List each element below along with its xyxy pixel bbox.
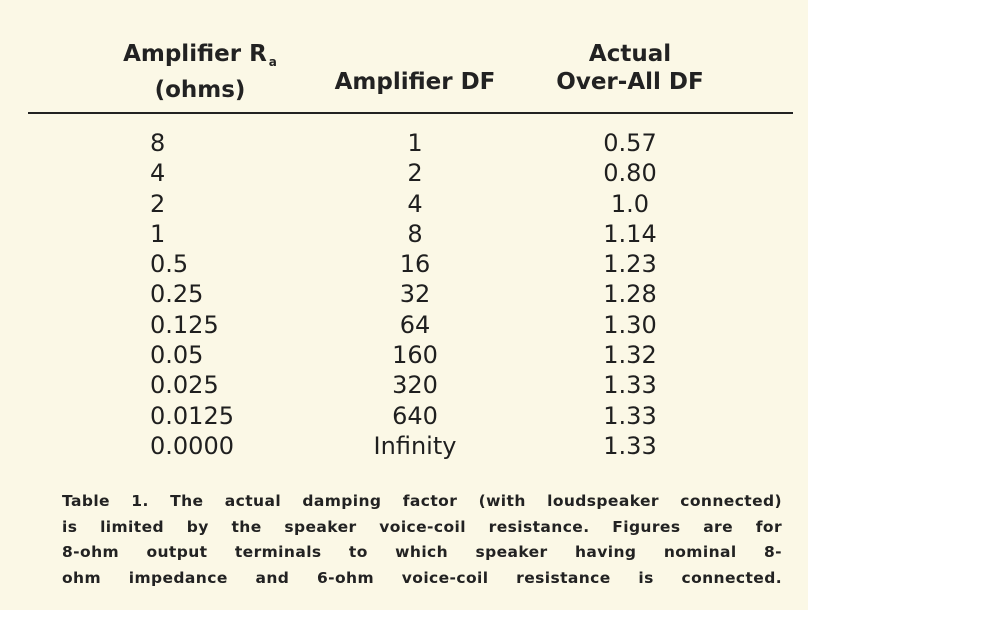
cell-df: 640 bbox=[392, 401, 438, 430]
cell-ra: 0.0125 bbox=[150, 401, 234, 430]
header-actual-overall-df-line1: Actual bbox=[588, 41, 672, 67]
header-amplifier-ra bbox=[100, 40, 300, 104]
cell-df: 320 bbox=[392, 371, 438, 400]
cell-ra: 2 bbox=[150, 189, 166, 218]
table-header bbox=[0, 38, 808, 110]
header-rule bbox=[28, 112, 793, 114]
cell-df: Infinity bbox=[373, 431, 457, 460]
header-amplifier-ra-unit: (ohms) bbox=[154, 77, 246, 103]
cell-ra: 1 bbox=[150, 219, 166, 248]
caption-line: 8-ohm output terminals to which speaker having nominal 8- bbox=[62, 543, 782, 561]
cell-overall-df: 1.0 bbox=[610, 189, 650, 218]
cell-ra: 8 bbox=[150, 129, 166, 157]
cell-df: 64 bbox=[399, 310, 431, 339]
header-amplifier-df: Amplifier DF bbox=[334, 69, 496, 95]
cell-overall-df: 1.33 bbox=[603, 431, 657, 460]
cell-ra: 0.25 bbox=[150, 280, 204, 309]
header-amplifier-ra-line1 bbox=[100, 40, 300, 76]
header-actual-overall-df-line2: Over-All DF bbox=[556, 69, 704, 95]
table-caption bbox=[62, 489, 782, 591]
cell-ra: 4 bbox=[150, 159, 166, 188]
cell-overall-df: 1.33 bbox=[603, 401, 657, 430]
table-row bbox=[0, 279, 808, 309]
cell-overall-df: 1.23 bbox=[603, 250, 657, 279]
caption-line: is limited by the speaker voice-coil resistance. Figures are for bbox=[62, 517, 782, 536]
cell-df: 8 bbox=[407, 219, 423, 248]
cell-df: 160 bbox=[392, 341, 438, 370]
table-row bbox=[0, 128, 808, 158]
cell-overall-df: 0.80 bbox=[603, 159, 657, 188]
cell-df: 4 bbox=[407, 189, 423, 218]
caption-line: Table 1. The actual damping factor (with loudspeaker connected) bbox=[62, 492, 782, 510]
cell-overall-df: 1.32 bbox=[603, 341, 657, 370]
table-body bbox=[0, 128, 808, 461]
table-row bbox=[0, 340, 808, 370]
table-row bbox=[0, 431, 808, 461]
table-row bbox=[0, 249, 808, 279]
cell-ra: 0.025 bbox=[150, 371, 219, 400]
table-row bbox=[0, 310, 808, 340]
cell-ra: 0.125 bbox=[150, 310, 219, 339]
cell-df: 16 bbox=[399, 250, 431, 279]
cell-ra: 0.5 bbox=[150, 250, 189, 279]
table-row bbox=[0, 370, 808, 400]
cell-df: 32 bbox=[399, 280, 431, 309]
cell-overall-df: 1.30 bbox=[603, 310, 657, 339]
table-row bbox=[0, 401, 808, 431]
caption-line: ohm impedance and 6-ohm voice-coil resistance is connected. bbox=[62, 568, 782, 587]
table-row bbox=[0, 158, 808, 188]
cell-df: 2 bbox=[407, 159, 423, 188]
table-row bbox=[0, 219, 808, 249]
cell-ra: 0.05 bbox=[150, 341, 204, 370]
cell-overall-df: 1.33 bbox=[603, 371, 657, 400]
cell-overall-df: 1.14 bbox=[603, 219, 657, 248]
cell-df: 1 bbox=[407, 129, 423, 157]
cell-ra: 0.0000 bbox=[150, 431, 234, 460]
header-amplifier-ra-text: Amplifier R bbox=[123, 41, 267, 67]
cell-overall-df: 0.57 bbox=[603, 129, 657, 157]
header-actual-overall-df bbox=[530, 40, 730, 96]
table-row bbox=[0, 189, 808, 219]
cell-overall-df: 1.28 bbox=[603, 280, 657, 309]
header-amplifier-ra-subscript: a bbox=[268, 55, 277, 69]
